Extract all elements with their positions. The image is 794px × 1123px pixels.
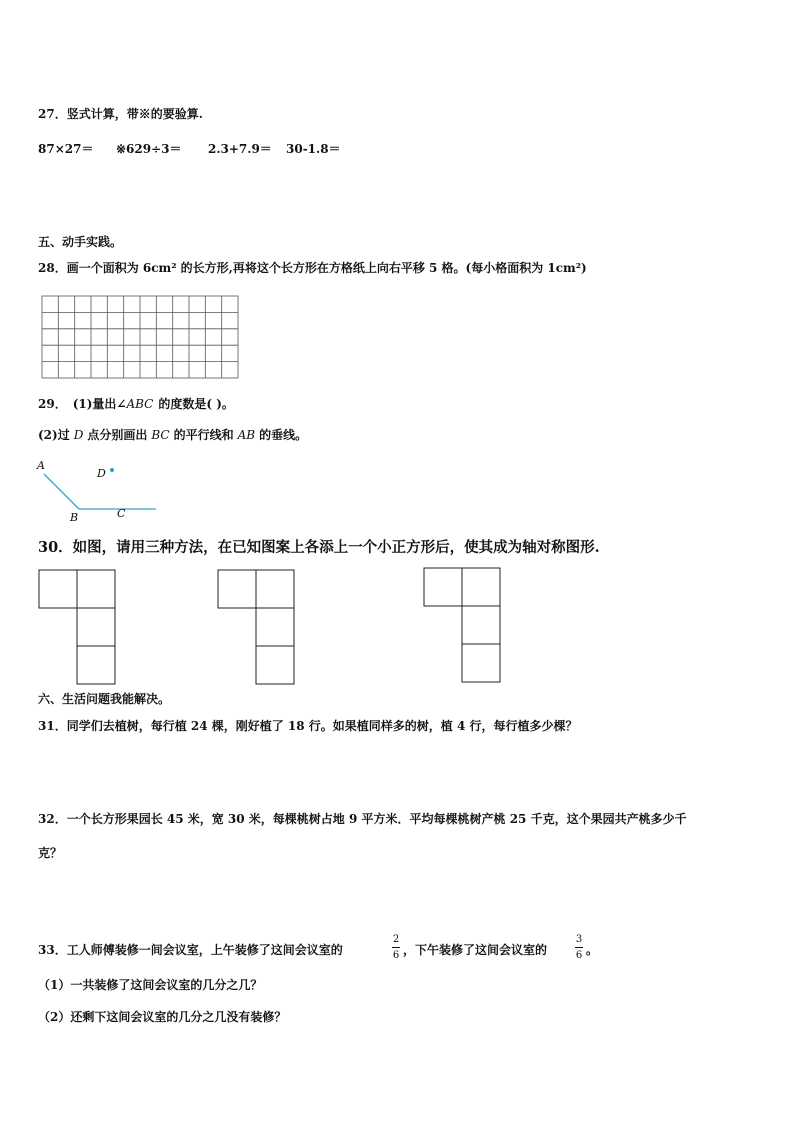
q27-expr-2: ※629÷3＝ [116, 142, 182, 156]
q30-figure-2 [218, 570, 294, 684]
q33-text-b: ，下午装修了这间会议室的 [403, 943, 548, 957]
q33-sub-1: （1）一共装修了这间会议室的几分之几？ [38, 978, 263, 992]
q30-figure-1 [39, 570, 115, 684]
q33-sub-2: （2）还剩下这间会议室的几分之几没有装修？ [38, 1010, 287, 1024]
point-d-dot [110, 468, 114, 472]
q29-part2-text-d: 的垂线。 [259, 428, 308, 442]
q27-expr-1: 87×27＝ [38, 142, 94, 156]
q29-line-ab: AB [237, 428, 256, 442]
section-6-heading: 六、生活问题我能解决。 [38, 692, 171, 706]
q29-part1 [38, 396, 234, 412]
q33-frac2-bar [575, 947, 583, 948]
q33-text-a: 33．工人师傅装修一间会议室，上午装修了这间会议室的 [38, 943, 343, 957]
q31-title: 31．同学们去植树，每行植 24 棵，刚好植了 18 行。如果植同样多的树，植 4 行，每行植多少棵？ [38, 719, 578, 733]
q29-part2-text-a: (2)过 [38, 428, 70, 442]
q33-frac1-bar [392, 947, 400, 948]
q28-title: 28．画一个面积为 6cm² 的长方形,再将这个长方形在方格纸上向右平移 5 格。(每小格面积为 1cm²) [38, 261, 587, 275]
q32-line-2: 克？ [38, 846, 63, 860]
q27-expr-3: 2.3+7.9＝ [208, 142, 272, 156]
label-d: D [97, 467, 106, 480]
section-5-heading: 五、动手实践。 [38, 235, 123, 249]
q30-figure-3 [424, 568, 500, 682]
q29-part2-text-b: 点分别画出 [87, 428, 148, 442]
q29-part1-text-a: (1)量出∠ [72, 397, 127, 411]
q29-point-d: D [73, 428, 84, 442]
q30-title: 30．如图，请用三种方法，在已知图案上各添上一个小正方形后，使其成为轴对称图形. [38, 539, 600, 556]
q29-part2-text-c: 的平行线和 [173, 428, 234, 442]
q28-grid-paper [42, 296, 238, 378]
q33-frac2-numerator: 3 [575, 934, 583, 945]
q29-angle-name: ABC [126, 397, 154, 411]
q29-line-bc: BC [151, 428, 170, 442]
q29-number: 29． [38, 397, 67, 411]
q32-line-1: 32．一个长方形果园长 45 米，宽 30 米，每棵桃树占地 9 平方米．平均每棵桃树产桃 25 千克，这个果园共产桃多少千 [38, 812, 687, 826]
label-b: B [70, 511, 79, 524]
q33-frac1-numerator: 2 [392, 934, 400, 945]
q27-expr-4: 30-1.8＝ [286, 142, 341, 156]
label-a: A [37, 459, 45, 472]
q33-text-c: 。 [586, 943, 599, 957]
q33-frac2-denominator: 6 [575, 950, 583, 961]
q27-title: 27．竖式计算，带※的要验算. [38, 107, 203, 121]
label-c: C [117, 507, 126, 520]
ray-ba [44, 474, 79, 509]
q29-part2 [38, 427, 307, 443]
q29-part1-text-b: 的度数是( )。 [158, 397, 234, 411]
q33-frac1-denominator: 6 [392, 950, 400, 961]
